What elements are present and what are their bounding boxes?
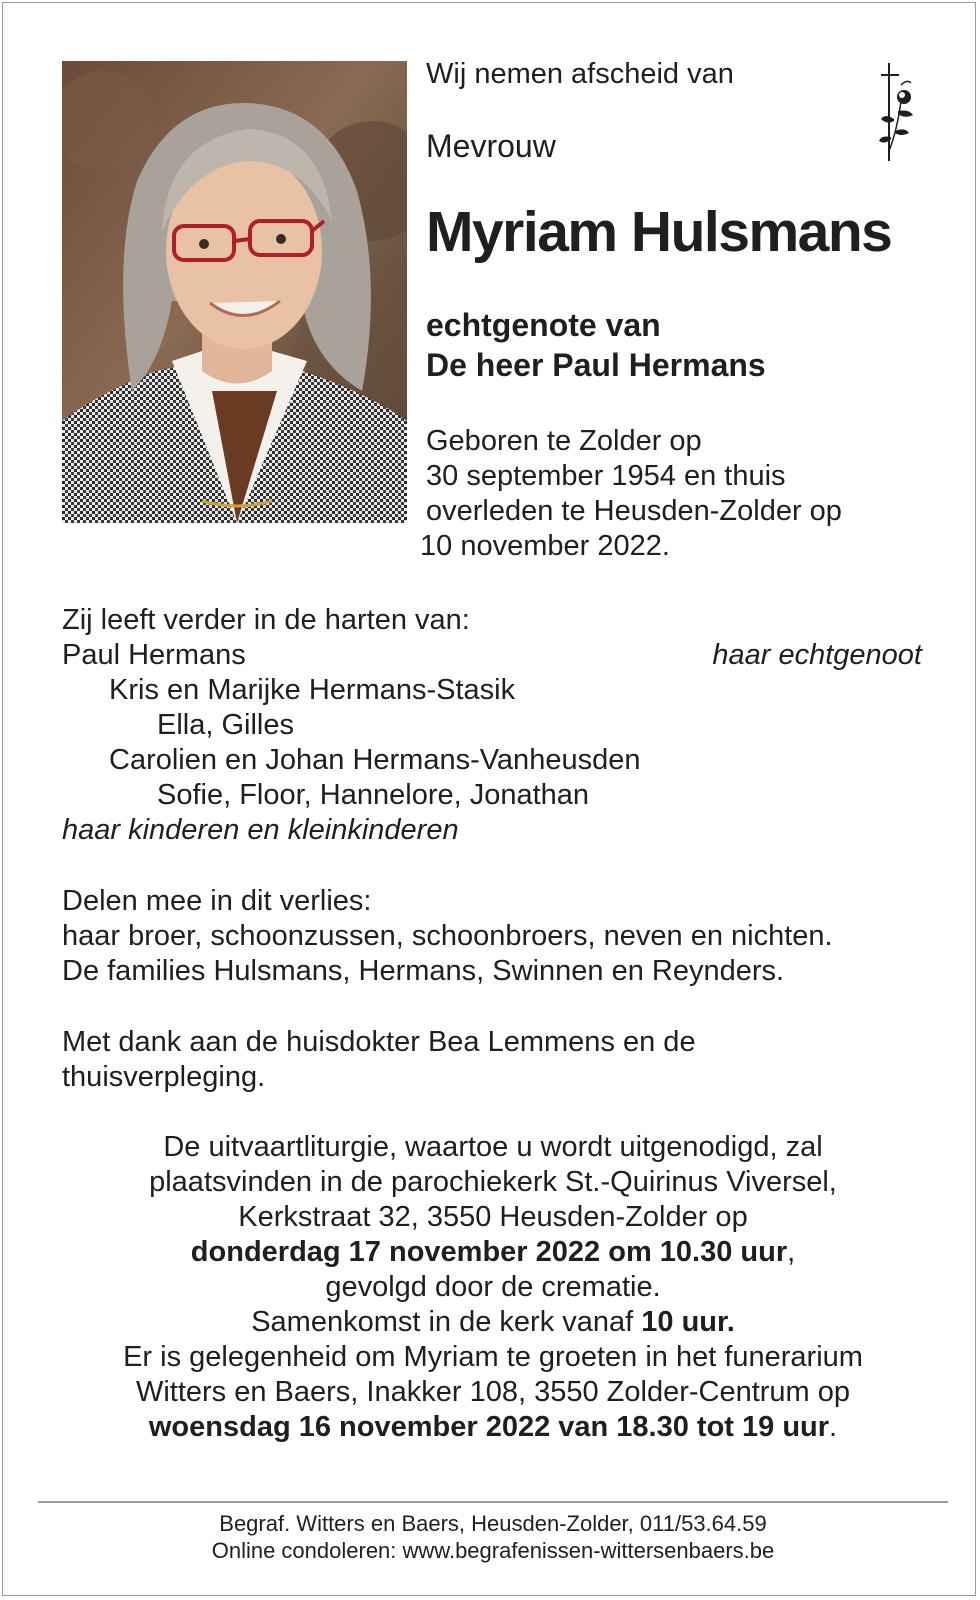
family-grandchildren-1: Ella, Gilles [157, 709, 294, 741]
footer-undertaker: Begraf. Witters en Baers, Heusden-Zolder, 011/53.64.59 [219, 1511, 767, 1536]
service-line-1: De uitvaartliturgie, waartoe u wordt uitgenodigd, zal [163, 1131, 823, 1163]
family-children-role: haar kinderen en kleinkinderen [62, 814, 459, 846]
thanks-block [62, 1025, 696, 1095]
visit-date-row: woensdag 16 november 2022 van 18.30 tot 19 uur. [148, 1411, 838, 1443]
family-grandchildren-2: Sofie, Floor, Hannelore, Jonathan [157, 779, 590, 811]
service-line-5: gevolgd door de crematie. [325, 1271, 661, 1303]
spouse-line-2: De heer Paul Hermans [426, 347, 766, 383]
share-line-1: haar broer, schoonzussen, schoonbroers, neven en nichten. [62, 920, 833, 952]
thanks-line-2: thuisverpleging. [62, 1061, 266, 1093]
service-date-row: donderdag 17 november 2022 om 10.30 uur, [190, 1236, 796, 1268]
gathering-time: 10 uur. [641, 1306, 735, 1338]
birth-line: 10 november 2022. [420, 530, 670, 562]
service-line-8: Witters en Baers, Inakker 108, 3550 Zolder-Centrum op [135, 1376, 851, 1408]
portrait-photo [62, 61, 407, 523]
footer [43, 1510, 943, 1564]
cross-rose-icon [877, 61, 921, 163]
visit-date: woensdag 16 november 2022 van 18.30 tot 19 uur [148, 1411, 830, 1443]
intro-text: Wij nemen afscheid van [426, 58, 734, 90]
service-date: donderdag 17 november 2022 om 10.30 uur [190, 1236, 788, 1268]
family-child-2: Carolien en Johan Hermans-Vanheusden [109, 744, 641, 776]
birth-line: overleden te Heusden-Zolder op [426, 495, 842, 527]
birth-line: 30 september 1954 en thuis [426, 460, 786, 492]
service-block [43, 1130, 943, 1445]
share-block [62, 884, 833, 989]
spouse-line-1: echtgenote van [426, 307, 661, 343]
birth-line: Geboren te Zolder op [426, 425, 702, 457]
footer-condolence-link[interactable]: Online condoleren: www.begrafenissen-wittersenbaers.be [211, 1538, 775, 1563]
family-child-1: Kris en Marijke Hermans-Stasik [109, 674, 516, 706]
service-line-7: Er is gelegenheid om Myriam te groeten in het funerarium [123, 1341, 863, 1373]
family-spouse-role: haar echtgenoot [712, 639, 922, 671]
salutation: Mevrouw [426, 128, 556, 164]
service-line-2: plaatsvinden in de parochiekerk St.-Quirinus Viversel, [149, 1166, 837, 1198]
service-line-3: Kerkstraat 32, 3550 Heusden-Zolder op [238, 1201, 748, 1233]
gathering-row: Samenkomst in de kerk vanaf 10 uur. [251, 1306, 735, 1338]
family-heading: Zij leeft verder in de harten van: [62, 604, 470, 636]
share-line-2: De families Hulsmans, Hermans, Swinnen en Reynders. [62, 955, 785, 987]
birth-death-block [420, 424, 842, 564]
notice-card [2, 2, 976, 1596]
divider [38, 1501, 948, 1503]
family-spouse-name: Paul Hermans [62, 639, 246, 671]
family-block [62, 603, 922, 848]
family-spouse-row [62, 638, 922, 673]
spouse-block [426, 305, 766, 385]
share-heading: Delen mee in dit verlies: [62, 885, 372, 917]
deceased-name: Myriam Hulsmans [426, 200, 892, 264]
thanks-line-1: Met dank aan de huisdokter Bea Lemmens en de [62, 1026, 696, 1058]
